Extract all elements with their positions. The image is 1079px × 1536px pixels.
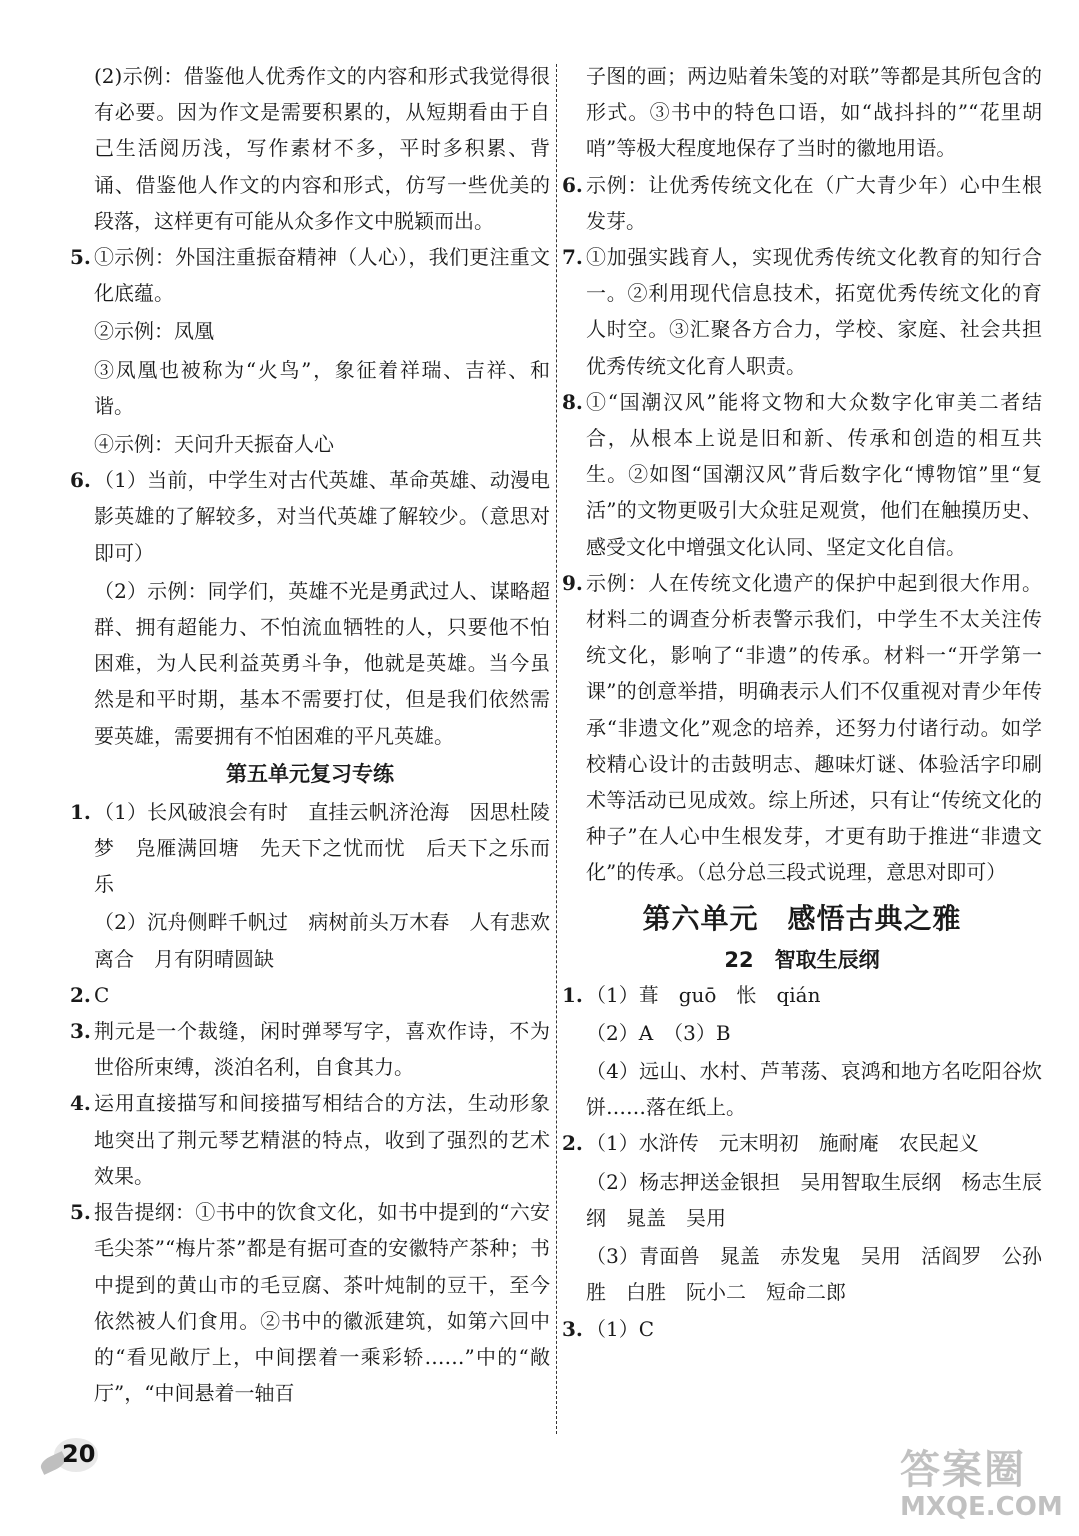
item-part: （2）A （3）B — [586, 1020, 731, 1045]
item-number: 9. — [562, 570, 583, 595]
lesson-title: 22 智取生辰纲 — [724, 947, 880, 972]
column-divider — [556, 64, 557, 1434]
item-text: （1）C — [586, 1316, 655, 1341]
review-item-2 — [70, 977, 550, 1013]
item-part: （2）示例：同学们，英雄不光是勇武过人、谋略超群、拥有超能力、不怕流血牺牲的人，只要他不怕困难，为人民利益英勇斗争，他就是英雄。当今虽然是和平时期，基本不需要打仗，但是我们依然需要英雄，需要拥有不怕困难的平凡英雄。 — [94, 578, 550, 748]
item-text: 荆元是一个裁缝，闲时弹琴写字，喜欢作诗，不为世俗所束缚，淡泊名利，自食其力。 — [94, 1019, 550, 1080]
item-part: （2）沉舟侧畔千帆过 病树前头万木春 人有悲欢离合 月有阴晴圆缺 — [94, 910, 550, 971]
item-text: 运用直接描写和间接描写相结合的方法，生动形象地突出了荆元琴艺精湛的特点，收到了强烈的艺术效果。 — [94, 1091, 550, 1188]
item-text: ①加强实践育人，实现优秀传统文化教育的知行合一。②利用现代信息技术，拓宽优秀传统文化的育人时空。③汇聚各方合力，学校、家庭、社会共担优秀传统文化育人职责。 — [586, 245, 1042, 378]
item-part: （2）杨志押送金银担 吴用智取生辰纲 杨志生辰纲 晁盖 吴用 — [586, 1169, 1042, 1230]
item5-continued: 子图的画；两边贴着朱笺的对联”等都是其所包含的形式。③书中的特色口语，如“战抖抖的”“花里胡哨”等极大程度地保存了当时的徽地用语。 — [586, 64, 1042, 161]
page-number — [40, 1436, 110, 1476]
review-item-3 — [70, 1013, 550, 1085]
item-part: （1）当前，中学生对古代英雄、革命英雄、动漫电影英雄的了解较多，对当代英雄了解较少。（意思对即可） — [94, 468, 550, 565]
review-item-5 — [70, 1194, 550, 1411]
item-part: ③凤凰也被称为“火鸟”，象征着祥瑞、吉祥、和谐。 — [94, 357, 550, 418]
watermark-logo — [900, 1448, 1070, 1528]
item-number: 2. — [562, 1131, 583, 1156]
item-number: 8. — [562, 389, 583, 414]
item-part: （1）葺 guō 怅 qián — [586, 982, 821, 1007]
item-part: （1）长风破浪会有时 直挂云帆济沧海 因思杜陵梦 凫雁满回塘 先天下之忧而忧 后天下之乐而乐 — [94, 799, 550, 897]
right-column — [562, 58, 1042, 1347]
review-item-1 — [70, 794, 550, 977]
item-text: 报告提纲：①书中的饮食文化，如书中提到的“六安毛尖茶”“梅片茶”都是有据可查的安徽特产茶种；书中提到的黄山市的毛豆腐、茶叶炖制的豆干，至今依然被人们食用。②书中的徽派建筑，如第六回中的“看见敞厅上，中间摆着一乘彩轿……”中的“敞厅”，“中间悬着一轴百 — [94, 1200, 550, 1406]
item4-continued: (2)示例：借鉴他人优秀作文的内容和形式我觉得很有必要。因为作文是需要积累的，从短期看由于自己生活阅历浅，写作素材不多，平时多积累、背诵、借鉴他人作文的内容和形式，仿写一些优美的段落，这样更有可能从众多作文中脱颖而出。 — [94, 64, 550, 233]
left-column — [70, 58, 550, 1411]
item-text: ①“国潮汉风”能将文物和大众数字化审美二者结合，从根本上说是旧和新、传承和创造的相互共生。②如图“国潮汉风”背后数字化“博物馆”里“复活”的文物更吸引大众驻足观赏，他们在触摸历史、感受文化中增强文化认同、坚定文化自信。 — [586, 389, 1042, 559]
item-number: 3. — [562, 1316, 583, 1341]
item-part: （1）水浒传 元末明初 施耐庵 农民起义 — [586, 1131, 979, 1156]
item-number: 7. — [562, 245, 583, 270]
watermark-top-text: 答案圈 — [900, 1447, 1026, 1493]
item-part: ②示例：凤凰 — [94, 319, 214, 344]
item-part: ④示例：天问升天振奋人心 — [94, 432, 334, 457]
item-number: 4. — [70, 1091, 91, 1116]
item-6 — [70, 462, 550, 754]
item-text: 示例：让优秀传统文化在（广大青少年）心中生根发芽。 — [586, 172, 1042, 233]
item-number: 5. — [70, 1200, 91, 1225]
review-item-8 — [562, 384, 1042, 565]
section-title: 第五单元复习专练 — [226, 761, 394, 786]
item-part: （4）远山、水村、芦苇荡、哀鸿和地方名吃阳谷炊饼……落在纸上。 — [586, 1059, 1042, 1120]
item-number: 5. — [70, 245, 91, 270]
item-part: （3）青面兽 晁盖 赤发鬼 吴用 活阎罗 公孙胜 白胜 阮小二 短命二郎 — [586, 1244, 1042, 1305]
item-number: 6. — [562, 172, 583, 197]
item-text: C — [94, 982, 110, 1007]
item-number: 6. — [70, 468, 91, 493]
item-part: ①示例：外国注重振奋精神（人心），我们更注重文化底蕴。 — [94, 245, 550, 306]
watermark-bottom-text: MXQE.COM — [900, 1492, 1063, 1522]
page-number-text: 20 — [62, 1440, 96, 1468]
item-5 — [70, 239, 550, 462]
lesson-item-2 — [562, 1125, 1042, 1310]
review-item-9 — [562, 565, 1042, 891]
item-number: 1. — [562, 982, 583, 1007]
lesson-item-3 — [562, 1311, 1042, 1347]
unit-title: 第六单元 感悟古典之雅 — [642, 901, 962, 935]
item-text: 示例：人在传统文化遗产的保护中起到很大作用。材料二的调查分析表警示我们，中学生不太关注传统文化，影响了“非遗”的传承。材料一“开学第一课”的创意举措，明确表示人们不仅重视对青少年传承“非遗文化”观念的培养，还努力付诸行动。如学校精心设计的击鼓明志、趣味灯谜、体验活字印刷术等活动已见成效。综上所述，只有让“传统文化的种子”在人心中生根发芽，才更有助于推进“非遗文化”的传承。（总分总三段式说理，意思对即可） — [586, 570, 1042, 885]
item-number: 3. — [70, 1019, 91, 1044]
review-item-7 — [562, 239, 1042, 384]
item-number: 2. — [70, 982, 91, 1007]
item-number: 1. — [70, 799, 91, 824]
lesson-item-1 — [562, 977, 1042, 1126]
review-item-4 — [70, 1085, 550, 1194]
review-item-6 — [562, 167, 1042, 239]
